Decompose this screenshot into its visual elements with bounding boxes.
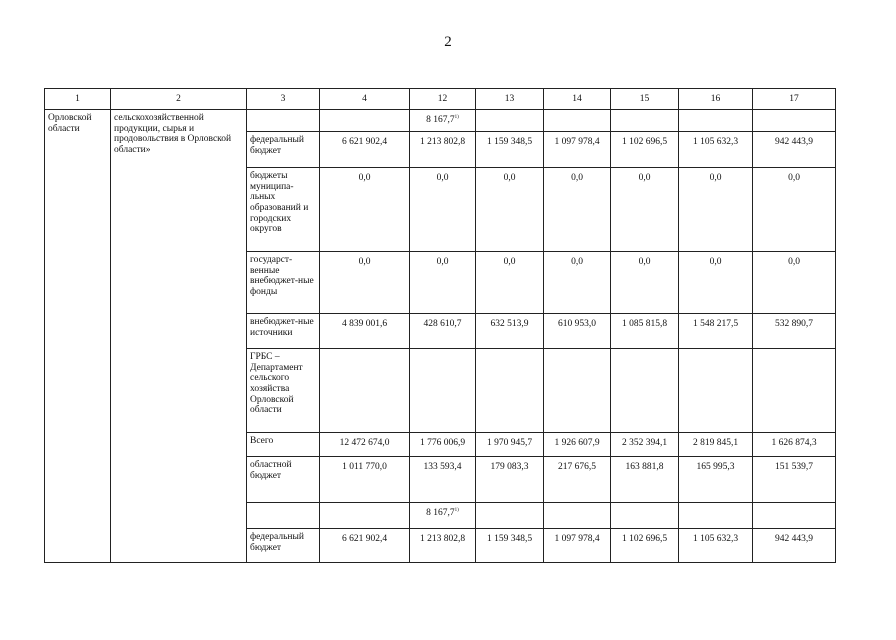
value-text: 1 626 874,3: [771, 438, 817, 448]
value-cell: [320, 433, 410, 457]
table-body: [45, 89, 836, 563]
header-row: [45, 89, 836, 110]
value-cell: [320, 503, 410, 529]
value-text: 1 926 607,9: [554, 438, 600, 448]
column-header: 2: [111, 89, 247, 110]
value-text: 165 995,3: [696, 462, 735, 472]
value-cell: [611, 314, 679, 349]
value-text: 1 102 696,5: [621, 137, 668, 147]
value-text: 0,0: [436, 173, 449, 183]
value-cell: [611, 349, 679, 433]
column-header: 15: [611, 89, 679, 110]
column-header: 1: [45, 89, 111, 110]
value-cell: [476, 168, 544, 252]
source-label-cell: Всего: [247, 433, 320, 457]
value-cell: [753, 314, 836, 349]
value-cell: [320, 110, 410, 132]
value-cell: [544, 349, 611, 433]
value-text: 1 970 945,7: [486, 438, 533, 448]
value-cell: [611, 433, 679, 457]
value-cell: [544, 252, 611, 314]
value-cell: [679, 529, 753, 563]
value-cell: [611, 168, 679, 252]
value-cell: [753, 457, 836, 503]
value-cell: [476, 433, 544, 457]
source-label-cell: бюджеты муниципа-льных образований и городских округов: [247, 168, 320, 252]
value-text: 1 548 217,5: [692, 319, 739, 329]
source-label-cell: федеральный бюджет: [247, 132, 320, 168]
value-cell: [410, 132, 476, 168]
budget-table: [44, 88, 836, 563]
value-cell: [476, 252, 544, 314]
program-cell: сельскохозяйственной продукции, сырья и продовольствия в Орловской области»: [111, 110, 247, 563]
value-text: 151 539,7: [775, 462, 813, 472]
source-label-cell: федеральный бюджет: [247, 529, 320, 563]
source-label-cell: государст-венные внебюджет-ные фонды: [247, 252, 320, 314]
value-cell: [476, 503, 544, 529]
value-text: 1 105 632,3: [692, 137, 739, 147]
source-label-cell: ГРБС – Департамент сельского хозяйства Орловской области: [247, 349, 320, 433]
value-text: 0,0: [358, 173, 371, 183]
column-header: 4: [320, 89, 410, 110]
value-cell: [679, 349, 753, 433]
value-cell: [410, 168, 476, 252]
value-text: 428 610,7: [423, 319, 462, 329]
value-text: 163 881,8: [625, 462, 664, 472]
value-cell: [410, 110, 476, 132]
value-text: 6 621 902,4: [341, 534, 388, 544]
value-text: 0,0: [788, 257, 800, 267]
value-cell: [679, 132, 753, 168]
value-text: 0,0: [638, 173, 651, 183]
value-text: 6 621 902,4: [341, 137, 388, 147]
column-header: 14: [544, 89, 611, 110]
column-header: 3: [247, 89, 320, 110]
value-cell: [320, 349, 410, 433]
value-text: 1 085 815,8: [621, 319, 668, 329]
value-cell: [753, 132, 836, 168]
value-text: 4 839 001,6: [341, 319, 388, 329]
value-cell: [320, 529, 410, 563]
value-text: 1 159 348,5: [486, 137, 533, 147]
value-cell: [320, 252, 410, 314]
value-cell: [544, 503, 611, 529]
value-text: 0,0: [638, 257, 651, 267]
value-text: 8 167,7: [426, 508, 455, 519]
value-cell: [753, 503, 836, 529]
value-text: 532 890,7: [775, 319, 813, 329]
value-cell: [611, 110, 679, 132]
value-cell: [611, 457, 679, 503]
value-text: 942 443,9: [775, 137, 813, 147]
value-text: 8 167,7: [426, 115, 455, 126]
value-cell: [410, 433, 476, 457]
value-cell: [679, 168, 753, 252]
value-cell: [320, 457, 410, 503]
value-cell: [320, 168, 410, 252]
column-header: 17: [753, 89, 836, 110]
region-cell: Орловской области: [45, 110, 111, 563]
value-text: 1 097 978,4: [554, 137, 600, 147]
value-text: 632 513,9: [490, 319, 529, 329]
value-text: 179 083,3: [490, 462, 529, 472]
value-cell: [410, 314, 476, 349]
value-cell: [410, 529, 476, 563]
value-cell: [679, 314, 753, 349]
value-text: 0,0: [571, 257, 583, 267]
value-cell: [544, 132, 611, 168]
value-cell: [611, 132, 679, 168]
source-label-cell: [247, 503, 320, 529]
value-text: 12 472 674,0: [339, 438, 390, 448]
value-text: 1 159 348,5: [486, 534, 533, 544]
value-text: 610 953,0: [558, 319, 596, 329]
source-label-cell: [247, 110, 320, 132]
column-header: 12: [410, 89, 476, 110]
value-cell: [410, 252, 476, 314]
value-text: 0,0: [709, 173, 722, 183]
value-text: 1 213 802,8: [419, 534, 466, 544]
value-cell: [753, 529, 836, 563]
source-label-cell: областной бюджет: [247, 457, 320, 503]
table-row: [45, 110, 836, 132]
value-cell: [544, 433, 611, 457]
value-text: 1 776 006,9: [419, 438, 466, 448]
value-cell: [679, 110, 753, 132]
value-text: 0,0: [503, 257, 516, 267]
value-text: 1 011 770,0: [342, 462, 387, 472]
value-cell: [753, 433, 836, 457]
value-cell: [544, 110, 611, 132]
value-cell: [410, 349, 476, 433]
value-cell: [410, 503, 476, 529]
value-cell: [611, 252, 679, 314]
value-cell: [544, 457, 611, 503]
value-cell: [544, 314, 611, 349]
value-cell: [611, 503, 679, 529]
value-cell: [476, 349, 544, 433]
footnote-marker: 1): [454, 508, 459, 513]
value-cell: [544, 168, 611, 252]
value-cell: [410, 457, 476, 503]
source-label-cell: внебюджет-ные источники: [247, 314, 320, 349]
value-text: 1 105 632,3: [692, 534, 739, 544]
value-text: 1 213 802,8: [419, 137, 466, 147]
value-cell: [320, 132, 410, 168]
value-text: 0,0: [571, 173, 583, 183]
value-text: 0,0: [358, 257, 371, 267]
value-cell: [753, 110, 836, 132]
value-cell: [753, 168, 836, 252]
value-cell: [753, 252, 836, 314]
value-cell: [544, 529, 611, 563]
value-text: 0,0: [436, 257, 449, 267]
value-cell: [679, 457, 753, 503]
value-text: 217 676,5: [558, 462, 596, 472]
footnote-marker: 1): [454, 115, 459, 120]
value-cell: [476, 132, 544, 168]
value-cell: [679, 252, 753, 314]
value-cell: [679, 503, 753, 529]
value-text: 133 593,4: [423, 462, 462, 472]
value-text: 0,0: [709, 257, 722, 267]
value-cell: [320, 314, 410, 349]
value-text: 1 102 696,5: [621, 534, 668, 544]
page-number: 2: [444, 34, 452, 50]
value-cell: [679, 433, 753, 457]
column-header: 16: [679, 89, 753, 110]
value-cell: [611, 529, 679, 563]
value-cell: [476, 314, 544, 349]
value-cell: [753, 349, 836, 433]
column-header: 13: [476, 89, 544, 110]
value-cell: [476, 529, 544, 563]
value-text: 0,0: [788, 173, 800, 183]
value-cell: [476, 457, 544, 503]
value-text: 2 819 845,1: [692, 438, 739, 448]
value-text: 1 097 978,4: [554, 534, 600, 544]
value-text: 2 352 394,1: [621, 438, 668, 448]
value-text: 942 443,9: [775, 534, 813, 544]
value-cell: [476, 110, 544, 132]
value-text: 0,0: [503, 173, 516, 183]
